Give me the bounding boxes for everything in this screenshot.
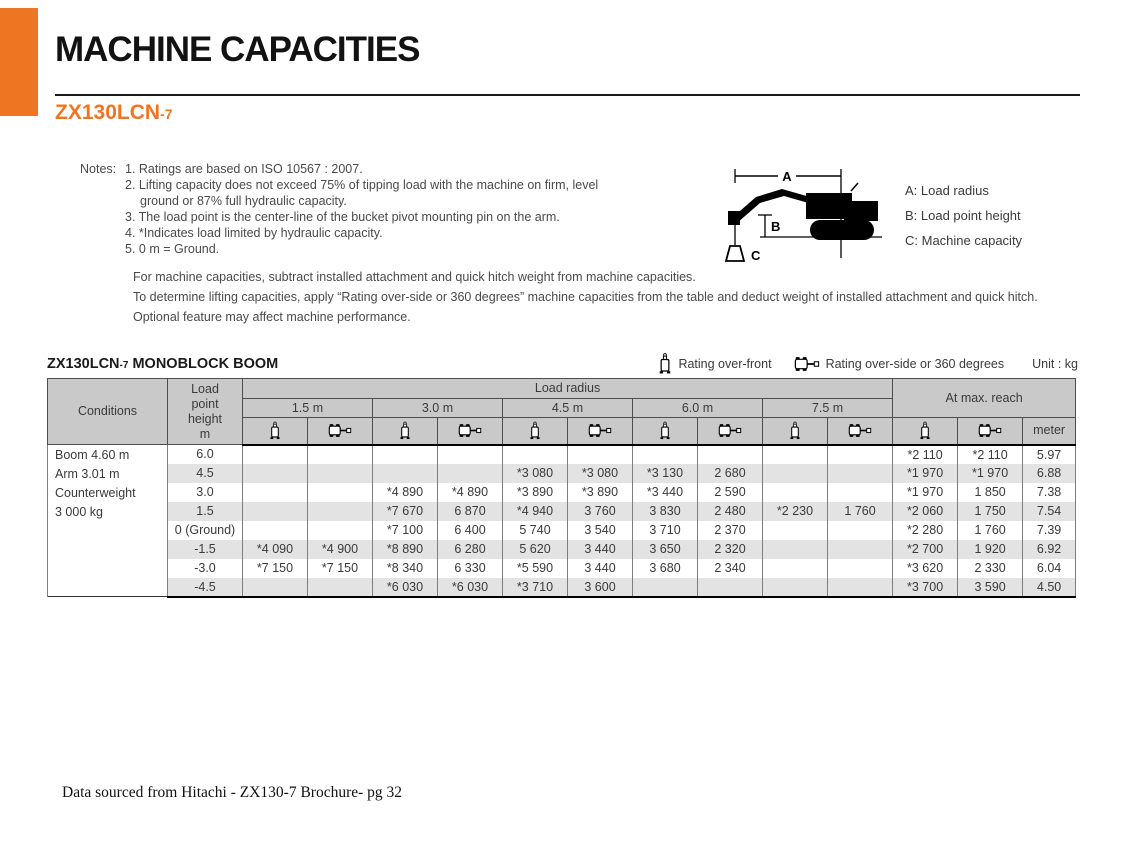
load-point-height-cell: 4.5 (168, 464, 243, 483)
capacity-cell (373, 464, 438, 483)
capacity-cell: *5 590 (503, 559, 568, 578)
table-row (48, 502, 1076, 521)
paragraph: Optional feature may affect machine performance. (133, 310, 411, 324)
condition-line: 3 000 kg (55, 505, 103, 519)
col-header-conditions: Conditions (48, 379, 168, 445)
capacity-cell: 5 740 (503, 521, 568, 540)
capacity-cell: 3 710 (633, 521, 698, 540)
capacity-cell: 1 760 (958, 521, 1023, 540)
legend-item-c: C: Machine capacity (905, 233, 1023, 248)
capacity-cell: *4 090 (243, 540, 308, 559)
capacity-cell (438, 445, 503, 464)
capacity-cell (828, 464, 893, 483)
capacity-table (47, 378, 1076, 598)
rating-over-front-label: Rating over-front (678, 356, 772, 371)
capacity-cell: *3 080 (503, 464, 568, 483)
capacity-cell: 6 870 (438, 502, 503, 521)
note-item: 4. *Indicates load limited by hydraulic capacity. (125, 226, 383, 240)
capacity-cell: *8 340 (373, 559, 438, 578)
capacity-cell: *2 110 (958, 445, 1023, 464)
capacity-cell: 3 830 (633, 502, 698, 521)
capacity-cell: 1 850 (958, 483, 1023, 502)
capacity-cell (763, 445, 828, 464)
conditions-cell (48, 445, 168, 597)
capacity-cell (243, 483, 308, 502)
rating-over-side-icon (794, 356, 820, 372)
notes-items (125, 161, 625, 257)
rating-over-front-icon (893, 418, 958, 445)
capacity-cell: 5 620 (503, 540, 568, 559)
table-title-suffix: -7 (119, 360, 129, 371)
max-reach-meter-cell: 6.88 (1023, 464, 1076, 483)
table-row (48, 445, 1076, 464)
capacity-cell (828, 559, 893, 578)
load-point-height-cell: 0 (Ground) (168, 521, 243, 540)
table-row (48, 483, 1076, 502)
source-note: Data sourced from Hitachi - ZX130-7 Brochure- pg 32 (62, 784, 403, 801)
capacity-cell: 3 590 (958, 578, 1023, 597)
notes-block (80, 161, 625, 257)
load-point-height-cell: -3.0 (168, 559, 243, 578)
capacity-cell: 2 680 (698, 464, 763, 483)
capacity-cell: *1 970 (893, 483, 958, 502)
max-reach-meter-cell: 7.38 (1023, 483, 1076, 502)
capacity-cell (698, 578, 763, 597)
rating-over-front-icon (763, 418, 828, 445)
notes-label: Notes: (80, 162, 117, 176)
capacity-cell: 3 440 (568, 540, 633, 559)
dim-label-b: B (771, 219, 781, 234)
capacity-cell (633, 578, 698, 597)
capacity-cell: *6 030 (373, 578, 438, 597)
capacity-cell (308, 464, 373, 483)
rating-over-front-icon (633, 418, 698, 445)
capacity-cell (698, 445, 763, 464)
rating-over-side-icon (308, 418, 373, 445)
load-point-height-cell: 6.0 (168, 445, 243, 464)
rating-over-side-label: Rating over-side or 360 degrees (825, 356, 1005, 371)
col-header-radius-4.5m: 4.5 m (503, 399, 633, 418)
capacity-cell: 3 600 (568, 578, 633, 597)
condition-line: Boom 4.60 m (55, 448, 130, 462)
capacity-cell (308, 521, 373, 540)
table-row (48, 578, 1076, 597)
rating-over-front-icon (658, 353, 672, 374)
capacity-cell: *2 700 (893, 540, 958, 559)
capacity-cell (243, 464, 308, 483)
title-rule (55, 94, 1080, 96)
capacity-cell (763, 483, 828, 502)
capacity-cell: 2 330 (958, 559, 1023, 578)
capacity-cell: 2 320 (698, 540, 763, 559)
capacity-cell: *2 110 (893, 445, 958, 464)
condition-line: Counterweight (55, 486, 136, 500)
capacity-cell (828, 578, 893, 597)
max-reach-meter-cell: 7.54 (1023, 502, 1076, 521)
capacity-cell (828, 521, 893, 540)
max-reach-meter-cell: 4.50 (1023, 578, 1076, 597)
model-suffix: -7 (160, 106, 173, 122)
capacity-cell: *7 150 (243, 559, 308, 578)
table-row (48, 540, 1076, 559)
capacity-cell: 6 330 (438, 559, 503, 578)
rating-over-front-icon (503, 418, 568, 445)
excavator-diagram (720, 163, 895, 273)
capacity-cell (568, 445, 633, 464)
legend-item-a: A: Load radius (905, 183, 989, 198)
capacity-cell (633, 445, 698, 464)
capacity-cell (438, 464, 503, 483)
capacity-cell (243, 521, 308, 540)
dim-label-c: C (751, 248, 761, 263)
capacity-cell: *7 670 (373, 502, 438, 521)
dim-label-a: A (782, 169, 792, 184)
capacity-cell: *4 890 (373, 483, 438, 502)
capacity-cell: *8 890 (373, 540, 438, 559)
rating-over-side-icon (828, 418, 893, 445)
capacity-cell (308, 483, 373, 502)
rating-over-side-icon (698, 418, 763, 445)
capacity-cell: *4 940 (503, 502, 568, 521)
capacity-cell (503, 445, 568, 464)
capacity-cell: *6 030 (438, 578, 503, 597)
model-name: ZX130LCN (55, 101, 161, 124)
col-header-at-max-reach: At max. reach (893, 379, 1076, 418)
paragraph: To determine lifting capacities, apply “Rating over-side or 360 degrees” machine capacities from the table and deduct weight of installed attachment and quick hitch. (133, 290, 1038, 304)
capacity-cell (763, 521, 828, 540)
capacity-cell (243, 502, 308, 521)
max-reach-meter-cell: 6.04 (1023, 559, 1076, 578)
col-header-radius-3.0m: 3.0 m (373, 399, 503, 418)
load-point-height-cell: -4.5 (168, 578, 243, 597)
capacity-cell (763, 559, 828, 578)
capacity-cell (308, 578, 373, 597)
capacity-cell: *3 890 (503, 483, 568, 502)
capacity-cell: 2 480 (698, 502, 763, 521)
capacity-cell: 2 340 (698, 559, 763, 578)
capacity-cell: 6 280 (438, 540, 503, 559)
capacity-cell: *4 890 (438, 483, 503, 502)
capacity-cell: 1 750 (958, 502, 1023, 521)
table-title (47, 356, 278, 372)
rating-over-front-icon (243, 418, 308, 445)
diagram-legend (905, 178, 1022, 253)
capacity-cell: *3 080 (568, 464, 633, 483)
table-row (48, 521, 1076, 540)
max-reach-meter-cell: 7.39 (1023, 521, 1076, 540)
max-reach-meter-cell: 5.97 (1023, 445, 1076, 464)
capacity-cell: *2 230 (763, 502, 828, 521)
accent-bar (0, 8, 38, 116)
capacity-cell: *3 440 (633, 483, 698, 502)
col-header-radius-6.0m: 6.0 m (633, 399, 763, 418)
capacity-cell: *2 060 (893, 502, 958, 521)
capacity-cell (373, 445, 438, 464)
capacity-cell: *3 130 (633, 464, 698, 483)
capacity-cell: 3 540 (568, 521, 633, 540)
capacity-cell: 3 760 (568, 502, 633, 521)
col-header-load-radius: Load radius (243, 379, 893, 399)
condition-line: Arm 3.01 m (55, 467, 120, 481)
capacity-cell: 3 440 (568, 559, 633, 578)
load-point-height-cell: 3.0 (168, 483, 243, 502)
note-item: 5. 0 m = Ground. (125, 242, 220, 256)
capacity-cell: *7 100 (373, 521, 438, 540)
capacity-cell (763, 464, 828, 483)
col-header-load-point-height: Load point height m (168, 379, 243, 445)
capacity-cell: *4 900 (308, 540, 373, 559)
page-title: MACHINE CAPACITIES (55, 30, 420, 69)
rating-over-front-icon (373, 418, 438, 445)
col-header-radius-1.5m: 1.5 m (243, 399, 373, 418)
capacity-cell (828, 483, 893, 502)
capacity-cell: 3 650 (633, 540, 698, 559)
capacity-cell: 2 590 (698, 483, 763, 502)
capacity-cell: *2 280 (893, 521, 958, 540)
load-point-height-cell: -1.5 (168, 540, 243, 559)
notes-paragraphs (133, 269, 1083, 329)
load-point-height-cell: 1.5 (168, 502, 243, 521)
capacity-cell: *3 700 (893, 578, 958, 597)
note-item: 3. The load point is the center-line of the bucket pivot mounting pin on the arm. (125, 210, 560, 224)
capacity-cell: 1 760 (828, 502, 893, 521)
unit-label: Unit : kg (1032, 356, 1078, 371)
capacity-cell: *1 970 (893, 464, 958, 483)
rating-over-side-icon (568, 418, 633, 445)
capacity-cell (828, 445, 893, 464)
capacity-cell (243, 445, 308, 464)
rating-over-side-icon (958, 418, 1023, 445)
capacity-cell (308, 502, 373, 521)
capacity-cell: *3 620 (893, 559, 958, 578)
max-reach-meter-cell: 6.92 (1023, 540, 1076, 559)
excavator-silhouette-icon (720, 163, 895, 268)
capacity-cell (763, 540, 828, 559)
table-title-model: ZX130LCN (47, 356, 120, 372)
capacity-cell: 6 400 (438, 521, 503, 540)
table-row (48, 559, 1076, 578)
capacity-cell: *3 710 (503, 578, 568, 597)
table-legend (658, 353, 1078, 374)
capacity-cell: *3 890 (568, 483, 633, 502)
col-header-radius-7.5m: 7.5 m (763, 399, 893, 418)
col-header-meter: meter (1023, 418, 1076, 445)
capacity-cell (308, 445, 373, 464)
capacity-cell: *1 970 (958, 464, 1023, 483)
capacity-cell: 1 920 (958, 540, 1023, 559)
model-heading (55, 101, 172, 125)
legend-item-b: B: Load point height (905, 208, 1021, 223)
rating-over-side-icon (438, 418, 503, 445)
capacity-cell (243, 578, 308, 597)
capacity-cell: 3 680 (633, 559, 698, 578)
capacity-cell: *7 150 (308, 559, 373, 578)
note-item: 1. Ratings are based on ISO 10567 : 2007. (125, 162, 363, 176)
capacity-cell (828, 540, 893, 559)
table-row (48, 464, 1076, 483)
capacity-cell: 2 370 (698, 521, 763, 540)
paragraph: For machine capacities, subtract installed attachment and quick hitch weight from machine capacities. (133, 270, 696, 284)
note-item: 2. Lifting capacity does not exceed 75% of tipping load with the machine on firm, level ground or 87% full hydraulic capacity. (125, 178, 599, 208)
table-title-rest: MONOBLOCK BOOM (128, 356, 279, 372)
capacity-cell (763, 578, 828, 597)
